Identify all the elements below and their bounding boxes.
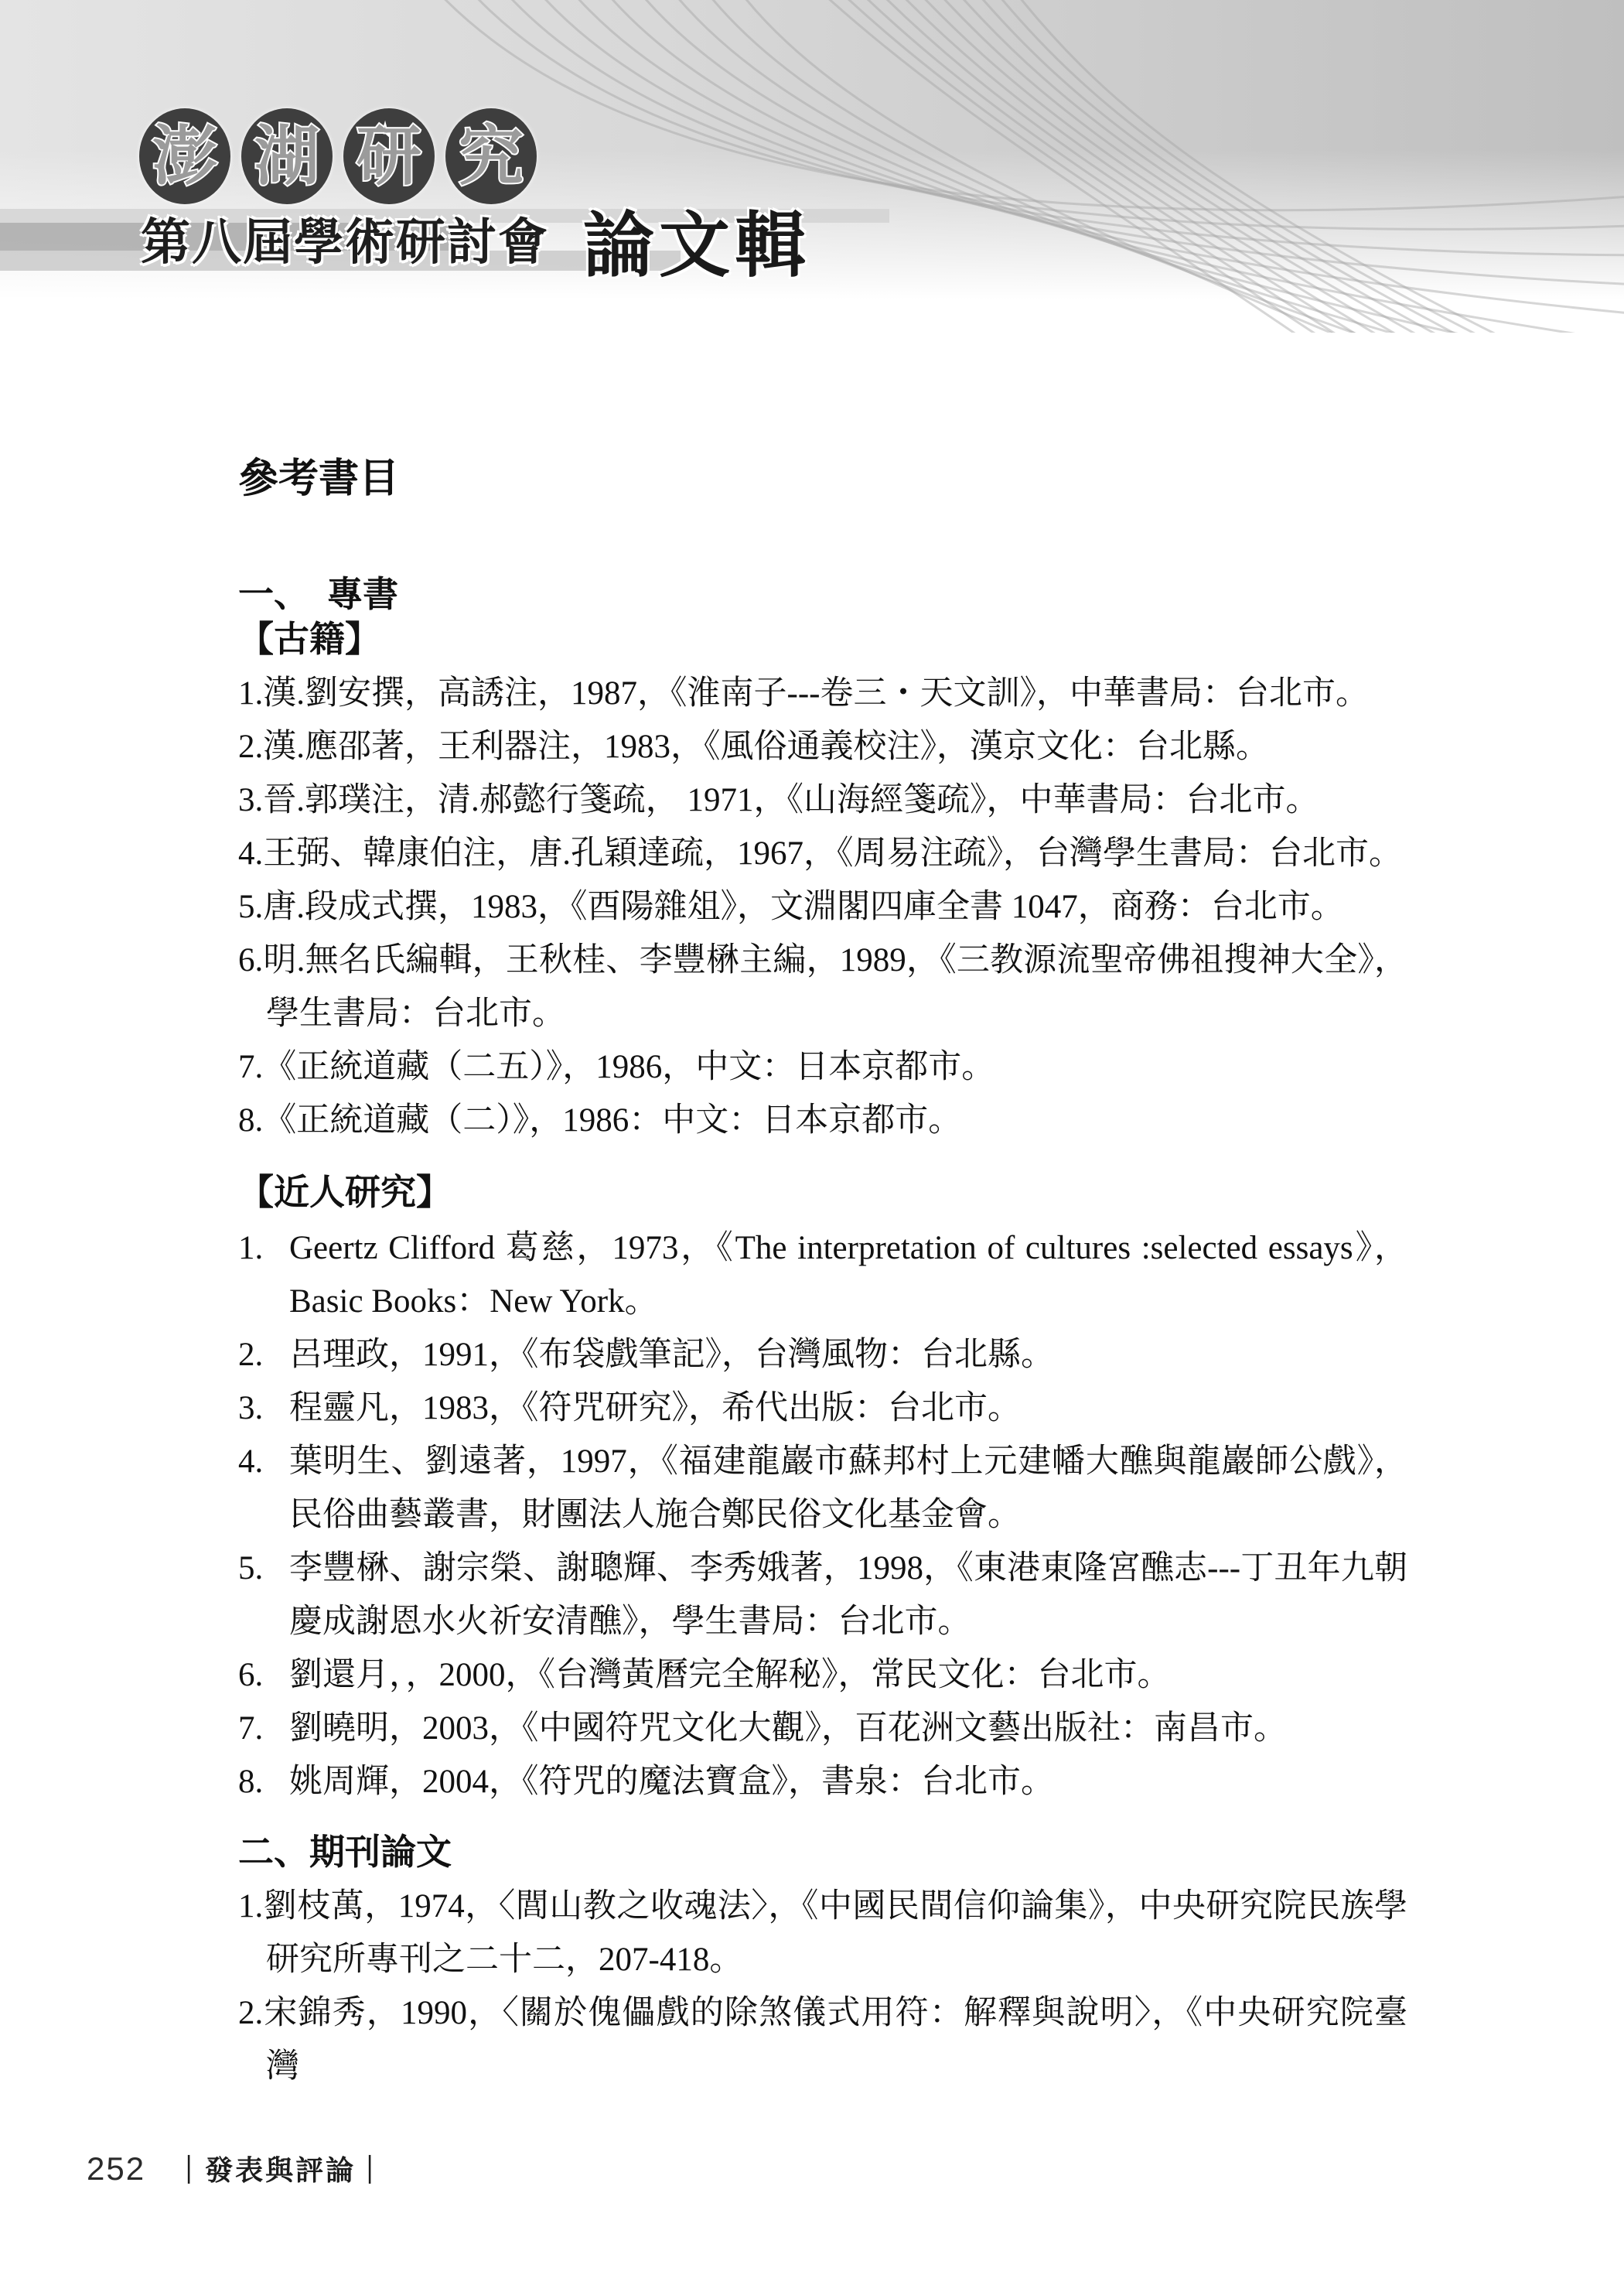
ref-text: 劉還月，，2000，《台灣黃曆完全解秘》，常民文化：台北市。 (289, 1657, 1171, 1693)
conference-title: 第八屆學術研討會 (141, 214, 549, 270)
ancient-ref-item: 2.漢.應邵著，王利器注，1983，《風俗通義校注》，漢京文化：台北縣。 (238, 729, 1269, 765)
modern-ref-item (238, 1328, 1407, 1381)
ref-text: 劉曉明，2003，《中國符咒文化大觀》，百花洲文藝出版社：南昌市。 (289, 1710, 1287, 1747)
ancient-ref-item: 3.晉.郭璞注，清.郝懿行箋疏， 1971，《山海經箋疏》，中華書局：台北市。 (238, 782, 1319, 818)
logo-char: 澎 (152, 120, 217, 193)
ancient-ref-item: 8.《正統道藏（二）》，1986：中文：日本京都市。 (238, 1102, 962, 1139)
modern-ref-item (238, 1542, 1407, 1648)
bibliography-content (238, 456, 1407, 2093)
ancient-ref-item: 6.明.無名氏編輯，王秋桂、李豐楙主編，1989，《三教源流聖帝佛祖搜神大全》，學生書局：台北市。 (238, 942, 1407, 1032)
modern-ref-item (238, 1648, 1407, 1702)
ancient-ref-item: 4.王弼、韓康伯注，唐.孔穎達疏，1967，《周易注疏》，台灣學生書局：台北市。 (238, 835, 1402, 872)
section-journal-heading: 二、期刊論文 (238, 1832, 452, 1872)
logo-char: 研 (356, 120, 421, 193)
logo-circle-4 (445, 108, 537, 204)
section-books-heading: 一、 專書 (238, 575, 398, 614)
subsection-ancient-heading: 【古籍】 (238, 620, 380, 659)
modern-ref-item (238, 1702, 1407, 1755)
ref-text: Geertz Clifford 葛慈，1973，《The interpretation of cultures :selected essays》，Basic Books：New York。 (289, 1230, 1407, 1320)
bibliography-title: 參考書目 (238, 457, 400, 501)
ref-number: 7. (238, 1710, 264, 1747)
page-number: 252 (87, 2150, 146, 2187)
ref-number: 5. (238, 1550, 264, 1586)
ref-number: 2. (238, 1337, 264, 1373)
conference-title-row (141, 203, 810, 291)
penghu-research-logo (139, 108, 537, 204)
modern-ref-item (238, 1381, 1407, 1435)
page-header-banner (0, 0, 1624, 333)
ancient-ref-item: 1.漢.劉安撰，高誘注，1987，《淮南子---卷三・天文訓》，中華書局：台北市。 (238, 675, 1369, 712)
journal-ref-item: 1.劉枝萬，1974，〈閭山教之收魂法〉，《中國民間信仰論集》，中央研究院民族學研究所專刊之二十二，207-418。 (238, 1888, 1407, 1978)
logo-circle-2 (241, 108, 333, 204)
ref-number: 3. (238, 1390, 264, 1426)
modern-ref-item (238, 1435, 1407, 1542)
proceedings-title: 論文輯 (583, 207, 811, 285)
ref-text: 葉明生、劉遠著，1997，《福建龍巖市蘇邦村上元建幡大醮與龍巖師公戲》，民俗曲藝叢書，財團法人施合鄭民俗文化基金會。 (289, 1443, 1407, 1533)
logo-circle-3 (343, 108, 435, 204)
ref-text: 程靈凡，1983，《符咒研究》，希代出版：台北市。 (289, 1390, 1021, 1426)
modern-ref-item (238, 1221, 1407, 1328)
ref-text: 呂理政，1991，《布袋戲筆記》，台灣風物：台北縣。 (289, 1337, 1054, 1373)
ancient-ref-item: 7.《正統道藏（二五）》，1986，中文：日本京都市。 (238, 1049, 995, 1085)
ref-text: 姚周輝，2004，《符咒的魔法寶盒》，書泉：台北市。 (289, 1764, 1054, 1800)
modern-ref-item (238, 1755, 1407, 1808)
footer-section-label: ｜發表與評論｜ (175, 2154, 387, 2186)
ref-number: 1. (238, 1230, 264, 1266)
ref-number: 6. (238, 1657, 264, 1693)
subsection-modern-heading: 【近人研究】 (238, 1173, 452, 1212)
logo-char: 湖 (254, 120, 319, 193)
logo-circle-1 (139, 108, 230, 204)
logo-char: 究 (458, 120, 524, 193)
journal-ref-item: 2.宋錦秀，1990，〈關於傀儡戲的除煞儀式用符：解釋與說明〉，《中央研究院臺灣 (238, 1995, 1407, 2085)
page-footer (87, 2149, 386, 2188)
ref-text: 李豐楙、謝宗榮、謝聰輝、李秀娥著，1998，《東港東隆宮醮志---丁丑年九朝慶成謝恩水火祈安清醮》，學生書局：台北市。 (289, 1550, 1407, 1640)
ref-number: 8. (238, 1764, 264, 1800)
ancient-ref-item: 5.唐.段成式撰，1983，《酉陽雜俎》，文淵閣四庫全書 1047，商務：台北市。 (238, 889, 1344, 925)
ref-number: 4. (238, 1443, 264, 1480)
